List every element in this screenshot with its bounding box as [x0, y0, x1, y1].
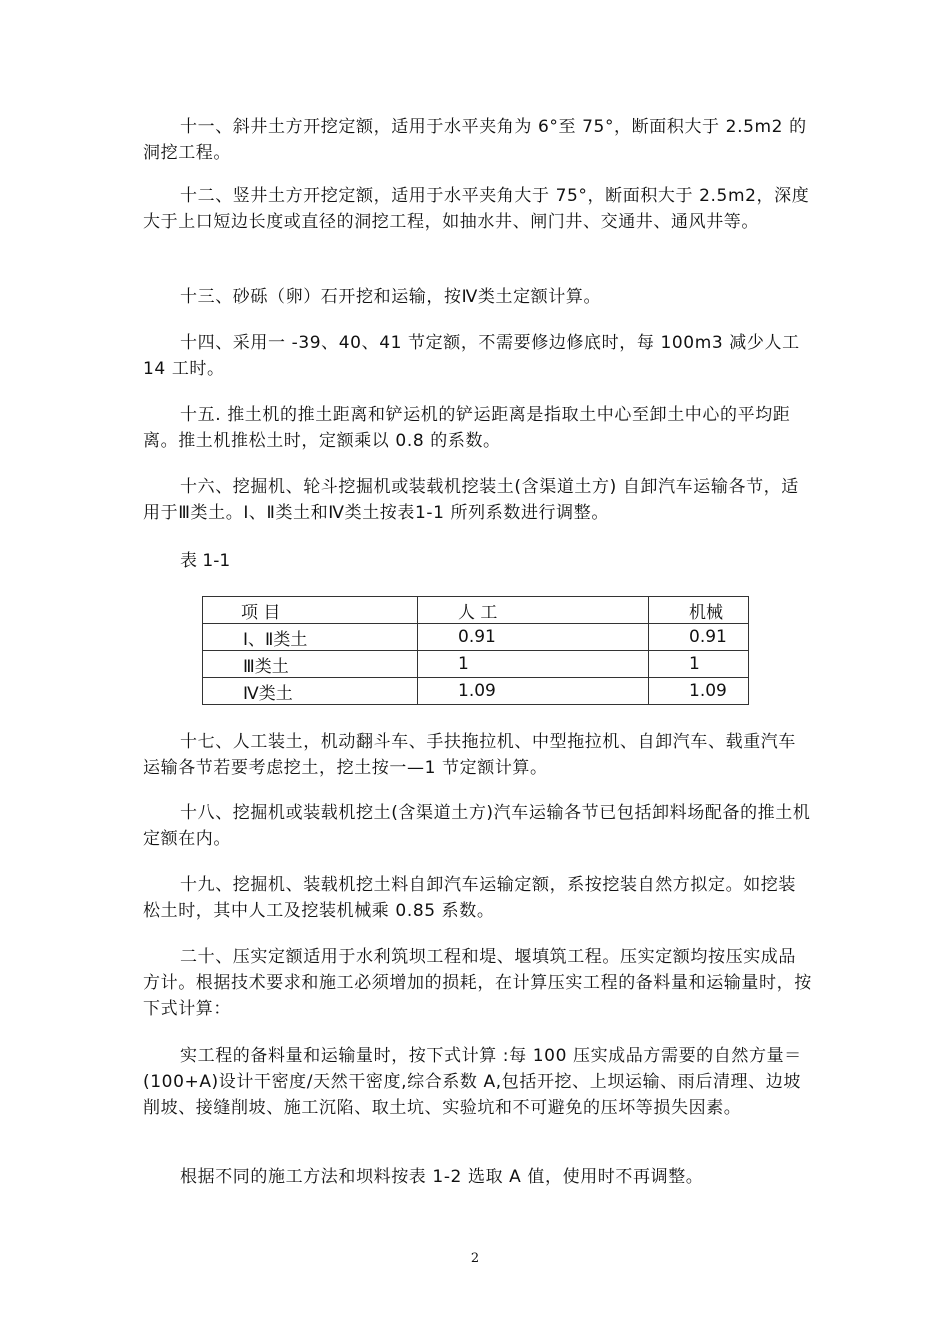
paragraph-16: 十六、挖掘机、轮斗挖掘机或装载机挖装土(含渠道土方) 自卸汽车运输各节，适用于Ⅲ类土。Ⅰ、Ⅱ类土和Ⅳ类土按表1-1 所列系数进行调整。 — [143, 477, 799, 523]
header-labor: 人 工 — [418, 597, 649, 624]
row-soil-class: Ⅰ、Ⅱ类土 — [203, 624, 418, 651]
paragraph-12: 十二、竖井土方开挖定额，适用于水平夹角大于 75°，断面积大于 2.5m2，深度大于上口短边长度或直径的洞挖工程，如抽水井、闸门井、交通井、通风井等。 — [143, 186, 810, 232]
table-caption: 表 1-1 — [180, 551, 231, 571]
page-number: 2 — [470, 1251, 480, 1266]
paragraph-table-ref: 根据不同的施工方法和坝料按表 1-2 选取 A 值，使用时不再调整。 — [180, 1167, 704, 1187]
row-labor-coef: 1.09 — [418, 678, 649, 705]
table-row — [203, 678, 749, 705]
table-header-row — [203, 597, 749, 624]
row-soil-class: Ⅳ类土 — [203, 678, 418, 705]
table-row — [203, 624, 749, 651]
row-soil-class: Ⅲ类土 — [203, 651, 418, 678]
row-machinery-coef: 0.91 — [649, 624, 749, 651]
paragraph-15: 十五. 推土机的推土距离和铲运机的铲运距离是指取土中心至卸土中心的平均距离。推土机推松土时，定额乘以 0.8 的系数。 — [143, 405, 791, 451]
row-machinery-coef: 1 — [649, 651, 749, 678]
paragraph-formula: 实工程的备料量和运输量时，按下式计算 :每 100 压实成品方需要的自然方量＝(100+A)设计干密度/天然干密度,综合系数 A,包括开挖、上坝运输、雨后清理、边坡削坡、接缝削坡、施工沉陷、取土坑、实验坑和不可避免的压坏等损失因素。 — [143, 1046, 802, 1118]
paragraph-11: 十一、斜井土方开挖定额，适用于水平夹角为 6°至 75°，断面积大于 2.5m2 的洞挖工程。 — [143, 117, 807, 163]
row-labor-coef: 0.91 — [418, 624, 649, 651]
paragraph-17: 十七、人工装土，机动翻斗车、手扶拖拉机、中型拖拉机、自卸汽车、载重汽车运输各节若要考虑挖土，挖土按一—1 节定额计算。 — [143, 732, 796, 778]
paragraph-14: 十四、采用一 -39、40、41 节定额，不需要修边修底时，每 100m3 减少人工 14 工时。 — [143, 333, 800, 379]
header-machinery: 机械 — [649, 597, 749, 624]
paragraph-19: 十九、挖掘机、装载机挖土料自卸汽车运输定额，系按挖装自然方拟定。如挖装松土时，其中人工及挖装机械乘 0.85 系数。 — [143, 875, 796, 921]
paragraph-18: 十八、挖掘机或装载机挖土(含渠道土方)汽车运输各节已包括卸料场配备的推土机定额在内。 — [143, 803, 811, 849]
row-labor-coef: 1 — [418, 651, 649, 678]
row-machinery-coef: 1.09 — [649, 678, 749, 705]
paragraph-20: 二十、压实定额适用于水利筑坝工程和堤、堰填筑工程。压实定额均按压实成品方计。根据技术要求和施工必须增加的损耗，在计算压实工程的备料量和运输量时，按下式计算： — [143, 947, 812, 1019]
paragraph-13: 十三、砂砾（卵）石开挖和运输，按Ⅳ类土定额计算。 — [180, 287, 602, 307]
header-item: 项 目 — [203, 597, 418, 624]
table-row — [203, 651, 749, 678]
coefficient-table — [202, 596, 749, 705]
